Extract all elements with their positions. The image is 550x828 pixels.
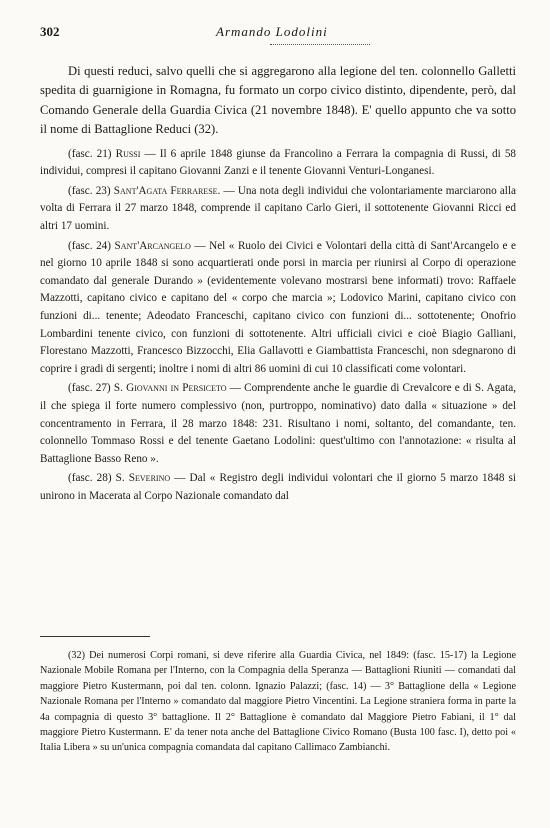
page-header (40, 24, 516, 42)
entry-place: S. Giovanni in Persiceto (113, 382, 227, 395)
intro-paragraph: Di questi reduci, salvo quelli che si aggregarono alla legione del ten. colonnello Galletti spedita di guarnigione in Romagna, fu formato un corpo civico distinto, dipendente, però, dal Comando Generale della Guardia Civica (21 novembre 1848). E' quello appunto che va sotto il nome di Battaglione Reduci (32). (40, 64, 516, 137)
footnote-rule (40, 636, 150, 637)
header-rule (270, 44, 370, 45)
running-head: Armando Lodolini (216, 24, 328, 39)
entry-place: Sant'Agata Ferrarese (113, 184, 218, 197)
entry-ref: (fasc. 23) (68, 184, 111, 197)
entry-text: — Dal « Registro degli individui volontari che il giorno 5 marzo 1848 si unirono in Macerata al Corpo Nazionale comandato dal (40, 472, 516, 502)
document-page (40, 24, 516, 508)
entry-sant-arcangelo (40, 238, 516, 379)
entry-place: S. Severino (115, 472, 171, 485)
footnote-32: (32) Dei numerosi Corpi romani, si deve riferire alla Guardia Civica, nel 1849: (fasc. 15-17) la Legione Nazionale Mobile Romana per l'Interno, con la Compagnia della Speranza — Battaglioni Riuniti — comandati dal maggiore Pietro Kustermann, poi dal ten. colonn. Ignazio Palazzi; (fasc. 14) — 3° Battaglione della « Legione Nazionale Romana per l'Interno » comandato dal maggiore Pietro Vincentini. La Legione straniera forma in parte la 4a compagnia di questo 3° battaglione. Il 2° Battaglione è comandato dal Maggiore Pietro Fabiani, il 1° dal maggiore Pietro Kustermann. E' da tener nota anche del Battaglione Civico Romano (Busta 100 fasc. I), detto poi « Italia Libera » su un'unica compagnia comandata dal capitano Callimaco Zambianchi. (40, 650, 516, 754)
entry-place: Russi (115, 147, 141, 160)
entry-russi (40, 146, 516, 181)
entry-place: Sant'Arcangelo (114, 239, 191, 252)
entry-ref: (fasc. 27) (68, 382, 111, 395)
entry-ref: (fasc. 21) (68, 147, 112, 160)
entry-text: — Il 6 aprile 1848 giunse da Francolino a Ferrara la compagnia di Russi, di 58 individui, compresi il capitano Giovanni Zanzi e il tenente Giovanni Venturi-Longanesi. (40, 147, 517, 178)
entry-severino (40, 470, 516, 505)
entry-ref: (fasc. 24) (68, 239, 111, 252)
entry-text: . — Una nota degli individui che volontariamente marciarono alla volta di Ferrara il 27 marzo 1848, comprende il capitano Carlo Gieri, il sottotenente Giovanni Ricci ed altri 17 uomini. (40, 184, 516, 232)
entry-text: — Nel « Ruolo dei Civici e Volontari della città di Sant'Arcangelo e e nel giorno 10 aprile 1848 si sono acquartierati onde porsi in marcia per riunirsi al Corpo di operazione comandato dal generale Durando » (evidentemente volevano mostrarsi bene informati) trovo: Raffaele Mazzotti, capitano civico e capitano del « corpo che marcia »; Lodovico Marini, capitano civico con funzioni di... tenente; Adeodato Franceschi, capitano civico con funzioni di... sottotenente; Onofrio Lombardini tenente civico, con funzioni di sottotenente. Altri ufficiali civici e cioè Biagio Galliani, Florestano Mazzotti, Francesco Bizzocchi, Elia Gallavotti e Giambattista Franceschi, non sdegnarono di coprire i gradi di sergenti; inoltre i nomi di altri 86 uomini di cui 10 classificati come volontari. (40, 239, 517, 375)
entry-text: — Comprendente anche le guardie di Crevalcore e di S. Agata, il che spiega il forte numero complessivo (non, purtroppo, nominativo) dato dalla « situazione » del concentramento in Ferrara, il 28 marzo 1848: 231. Risultano i nomi, soltanto, del comandante, ten. colonnello Tommaso Rossi e del tenente Gaetano Lodolini: quest'ultimo con l'annotazione: « risulta al Battaglione Basso Reno ». (40, 382, 517, 465)
entry-sant-agata (40, 183, 516, 236)
entry-persiceto (40, 380, 516, 468)
body-text (40, 62, 516, 506)
entry-ref: (fasc. 28) (68, 472, 112, 485)
page-number: 302 (40, 24, 60, 39)
